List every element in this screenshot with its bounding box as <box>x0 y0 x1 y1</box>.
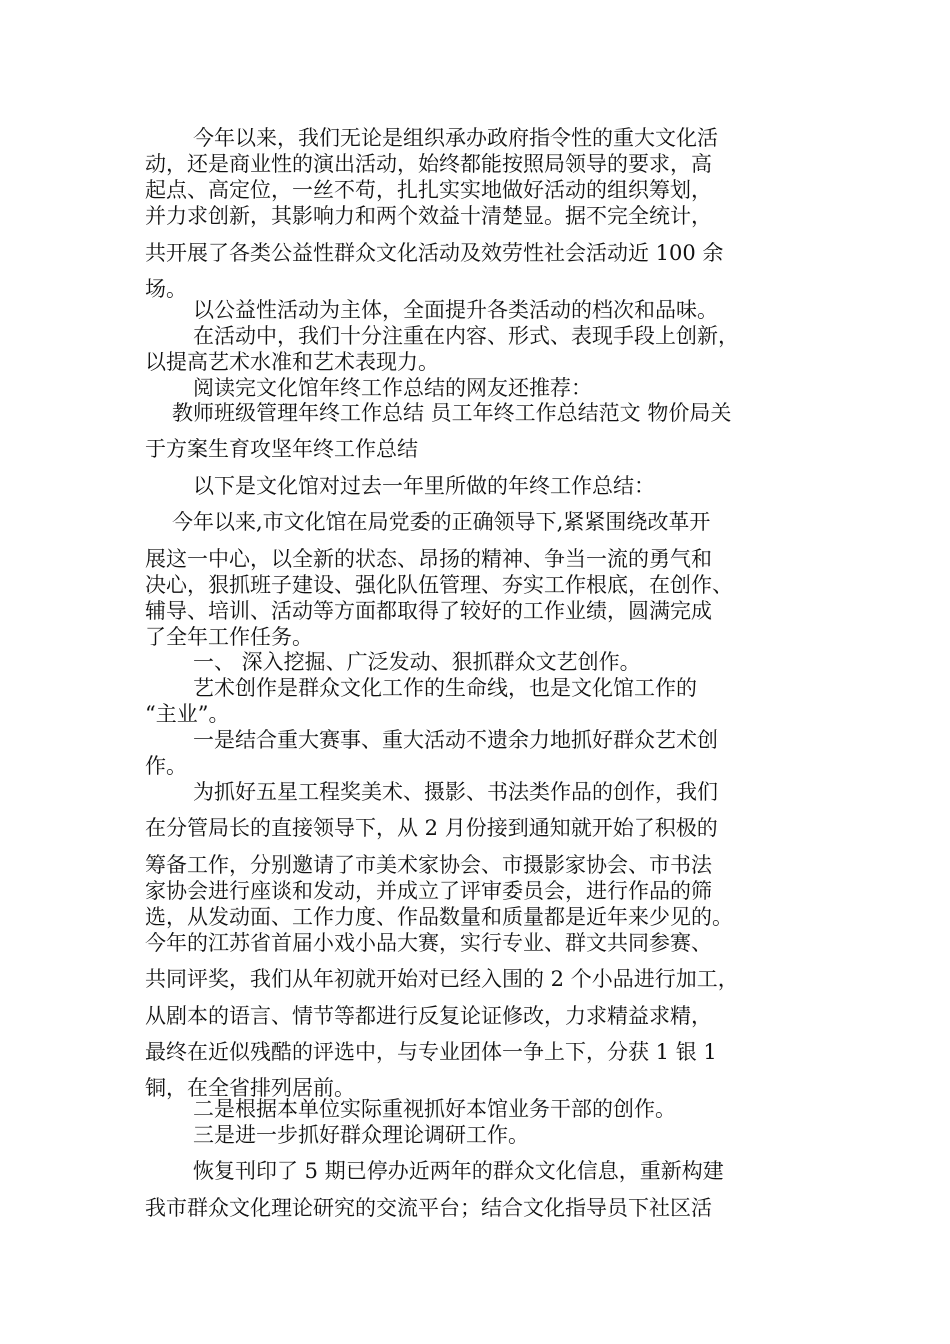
text-line: 于方案生育攻坚年终工作总结 <box>145 437 418 461</box>
text-line: 教师班级管理年终工作总结 员工年终工作总结范文 物价局关 <box>172 401 732 425</box>
text-line: 今年以来，我们无论是组织承办政府指令性的重大文化活 <box>193 126 718 150</box>
text-line: 共同评奖，我们从年初就开始对已经入围的 2 个小品进行加工， <box>145 967 739 991</box>
text-line: “主业”。 <box>145 702 230 726</box>
text-line: 作。 <box>145 754 187 778</box>
text-line: 一、 深入挖掘、广泛发动、狠抓群众文艺创作。 <box>193 650 641 674</box>
text-line: 动，还是商业性的演出活动，始终都能按照局领导的要求，高 <box>145 152 712 176</box>
text-line: 铜，在全省排列居前。 <box>145 1076 355 1100</box>
text-line: 辅导、培训、活动等方面都取得了较好的工作业绩，圆满完成 <box>145 599 712 623</box>
text-line: 展这一中心，以全新的状态、昂扬的精神、争当一流的勇气和 <box>145 547 712 571</box>
text-line: 并力求创新，其影响力和两个效益十清楚显。据不完全统计， <box>145 204 712 228</box>
text-line: 以下是文化馆对过去一年里所做的年终工作总结： <box>193 474 655 498</box>
text-line: 决心，狠抓班子建设、强化队伍管理、夯实工作根底，在创作、 <box>145 573 733 597</box>
text-line: 从剧本的语言、情节等都进行反复论证修改，力求精益求精， <box>145 1004 712 1028</box>
text-line: 一是结合重大赛事、重大活动不遗余力地抓好群众艺术创 <box>193 728 718 752</box>
text-line: 在分管局长的直接领导下，从 2 月份接到通知就开始了积极的 <box>145 816 718 840</box>
text-line: 以公益性活动为主体，全面提升各类活动的档次和品味。 <box>193 298 718 322</box>
text-line: 二是根据本单位实际重视抓好本馆业务干部的创作。 <box>193 1097 676 1121</box>
text-line: 了全年工作任务。 <box>145 625 313 649</box>
text-line: 起点、高定位，一丝不苟，扎扎实实地做好活动的组织筹划， <box>145 178 712 202</box>
text-line: 三是进一步抓好群众理论调研工作。 <box>193 1123 529 1147</box>
text-line: 以提高艺术水准和艺术表现力。 <box>145 350 439 374</box>
text-line: 艺术创作是群众文化工作的生命线，也是文化馆工作的 <box>193 676 697 700</box>
text-line: 共开展了各类公益性群众文化活动及效劳性社会活动近 100 余 <box>145 241 724 265</box>
text-line: 恢复刊印了 5 期已停办近两年的群众文化信息，重新构建 <box>193 1159 724 1183</box>
text-line: 为抓好五星工程奖美术、摄影、书法类作品的创作，我们 <box>193 780 718 804</box>
text-line: 家协会进行座谈和发动，并成立了评审委员会，进行作品的筛 <box>145 879 712 903</box>
text-line: 今年以来,市文化馆在局党委的正确领导下,紧紧围绕改革开 <box>172 510 711 534</box>
text-line: 筹备工作，分别邀请了市美术家协会、市摄影家协会、市书法 <box>145 853 712 877</box>
text-line: 在活动中，我们十分注重在内容、形式、表现手段上创新， <box>193 324 739 348</box>
text-line: 最终在近似残酷的评选中，与专业团体一争上下，分获 1 银 1 <box>145 1040 717 1064</box>
text-line: 我市群众文化理论研究的交流平台；结合文化指导员下社区活 <box>145 1196 712 1220</box>
text-line: 场。 <box>145 277 187 301</box>
text-line: 选，从发动面、工作力度、作品数量和质量都是近年来少见的。 <box>145 905 733 929</box>
text-line: 今年的江苏省首届小戏小品大赛，实行专业、群文共同参赛、 <box>145 931 712 955</box>
text-line: 阅读完文化馆年终工作总结的网友还推荐： <box>193 376 592 400</box>
